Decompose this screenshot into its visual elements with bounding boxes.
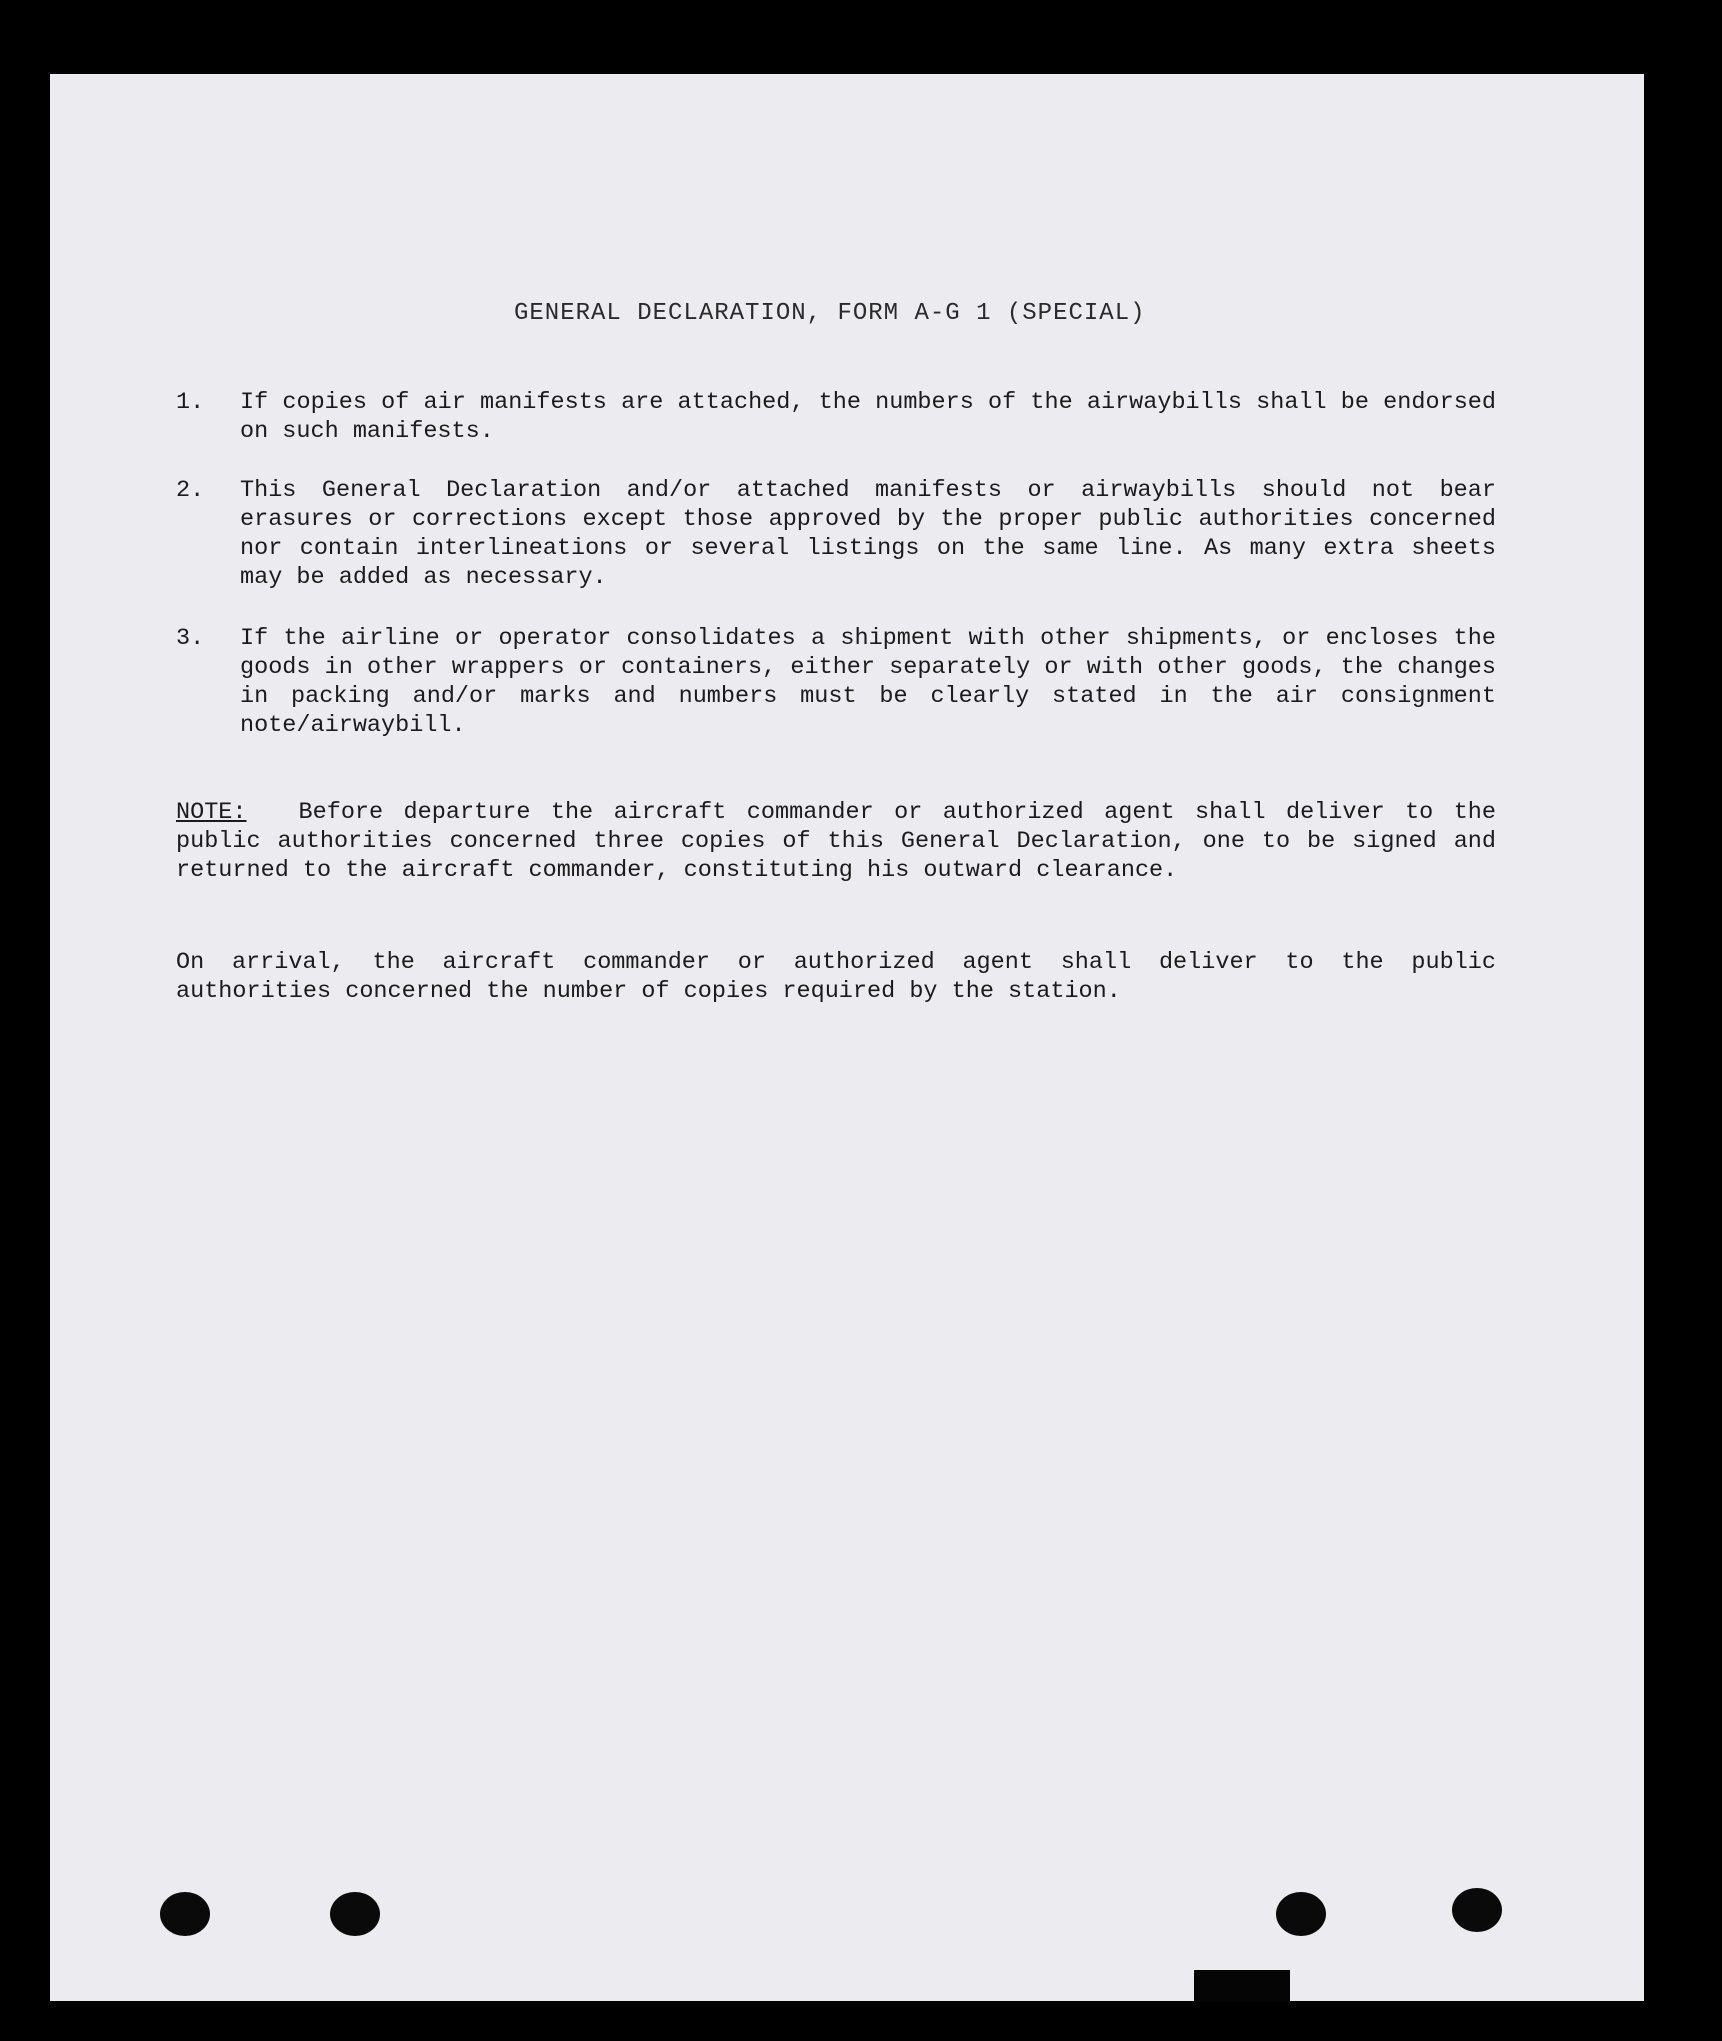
- list-item: [176, 476, 1496, 592]
- punch-hole-right-outer: [1452, 1888, 1502, 1932]
- item-number: 2.: [176, 477, 205, 504]
- document-title: GENERAL DECLARATION, FORM A-G 1 (SPECIAL): [514, 300, 1146, 327]
- item-text: If copies of air manifests are attached, the numbers of the airwaybills shall be endorsed on such manifests.: [240, 389, 1496, 445]
- arrival-paragraph: On arrival, the aircraft commander or authorized agent shall deliver to the public authorities concerned the number of copies required by the station.: [176, 949, 1496, 1005]
- binder-clip-mark: [1194, 1970, 1290, 2002]
- list-item: [176, 624, 1496, 740]
- note-paragraph: [176, 798, 1496, 885]
- item-text: If the airline or operator consolidates a shipment with other shipments, or encloses the goods in other wrappers or containers, either separately or with other goods, the changes in packing and/or marks and numbers must be clearly stated in the air consignment note/airwaybill.: [240, 625, 1496, 739]
- punch-hole-left-inner: [330, 1892, 380, 1936]
- list-item: [176, 388, 1496, 446]
- punch-hole-left-outer: [160, 1892, 210, 1936]
- punch-hole-right-inner: [1276, 1892, 1326, 1936]
- note-label: NOTE:: [176, 799, 247, 826]
- item-number: 1.: [176, 389, 205, 416]
- item-number: 3.: [176, 625, 205, 652]
- item-text: This General Declaration and/or attached manifests or airwaybills should not bear erasures or corrections except those approved by the proper public authorities concerned nor contain interlineations or several listings on the same line. As many extra sheets may be added as necessary.: [240, 477, 1496, 591]
- note-text: Before departure the aircraft commander or authorized agent shall deliver to the public authorities concerned three copies of this General Declaration, one to be signed and returned to the aircraft commander, constituting his outward clearance.: [176, 799, 1496, 884]
- document-page: [50, 74, 1644, 2001]
